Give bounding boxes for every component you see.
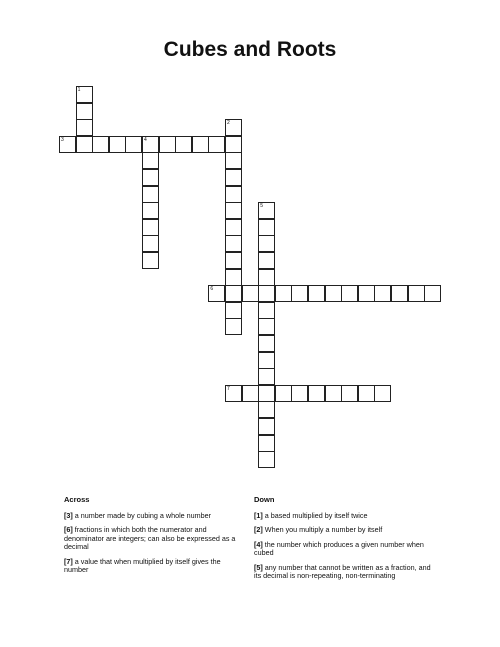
grid-cell[interactable] [225,235,242,252]
grid-cell[interactable] [258,269,275,286]
clue-number-label: 1 [77,87,81,93]
clue-number: [7] [64,556,73,566]
down-clues [254,512,434,586]
grid-cell[interactable] [258,451,275,468]
grid-cell[interactable] [408,285,425,302]
grid-cell[interactable] [175,136,192,153]
down-clue [254,541,434,558]
grid-cell[interactable] [258,435,275,452]
down-clue [254,526,434,534]
grid-cell[interactable] [424,285,441,302]
grid-cell[interactable] [258,401,275,418]
across-clue [64,512,244,520]
clue-number-label: 7 [227,385,230,392]
grid-cell[interactable] [358,385,375,402]
grid-cell[interactable] [341,285,358,302]
grid-cell[interactable] [159,136,176,153]
grid-cell[interactable] [225,318,242,335]
grid-cell[interactable] [225,186,242,203]
clue-number-label: 4 [144,136,147,143]
clue-text: When you multiply a number by itself [264,525,383,535]
grid-cell[interactable] [325,385,342,402]
clue-text: fractions in which both the numerator and denominator are integers; can also be expressed as a decimal [64,525,236,552]
grid-cell[interactable] [76,136,93,153]
clue-text: the number which produces a given number when cubed [254,539,424,558]
down-clue [254,512,434,520]
grid-cell[interactable] [391,285,408,302]
grid-cell[interactable] [225,269,242,286]
grid-cell[interactable] [258,302,275,319]
puzzle-title: Cubes and Roots [163,38,337,61]
grid-cell[interactable] [192,136,209,153]
grid-cell[interactable] [76,119,93,136]
clue-text: a value that when multiplied by itself gives the number [64,556,221,575]
grid-cell[interactable] [258,385,275,402]
grid-cell[interactable] [225,285,242,302]
grid-cell[interactable] [308,285,325,302]
clue-number: [2] [254,525,263,535]
grid-cell[interactable] [258,368,275,385]
clue-number-label: 2 [227,120,230,127]
across-clue [64,558,244,575]
grid-cell[interactable] [225,169,242,186]
grid-cell[interactable] [225,136,242,153]
grid-cell[interactable] [92,136,109,153]
grid-cell[interactable] [208,136,225,153]
grid-cell[interactable] [291,285,308,302]
grid-cell[interactable] [142,169,159,186]
grid-cell[interactable] [308,385,325,402]
clue-number-label: 3 [61,136,64,143]
grid-cell[interactable] [258,318,275,335]
grid-cell[interactable] [242,285,259,302]
across-clues [64,512,244,580]
grid-cell[interactable] [142,152,159,169]
grid-cell[interactable] [258,352,275,369]
grid-cell[interactable] [109,136,126,153]
down-clue [254,564,434,581]
clue-number: [3] [64,511,73,520]
clue-text: a number made by cubing a whole number [74,511,212,520]
grid-cell[interactable] [258,252,275,269]
grid-cell[interactable] [258,219,275,236]
grid-cell[interactable] [275,385,292,402]
clue-number: [5] [254,562,263,572]
clue-number: [6] [64,525,73,535]
grid-cell[interactable] [225,152,242,169]
grid-cell[interactable] [374,285,391,302]
clue-number-label: 5 [260,203,263,210]
grid-cell[interactable] [242,385,259,402]
grid-cell[interactable] [142,252,159,269]
grid-cell[interactable] [258,418,275,435]
grid-cell[interactable] [76,103,93,120]
grid-cell[interactable] [225,302,242,319]
grid-cell[interactable] [258,285,275,302]
grid-cell[interactable] [142,219,159,236]
grid-cell[interactable] [258,335,275,352]
clue-number-label: 6 [210,286,214,293]
grid-cell[interactable] [374,385,391,402]
across-heading: Across [64,495,90,504]
grid-cell[interactable] [142,235,159,252]
grid-cell[interactable] [225,202,242,219]
grid-cell[interactable] [125,136,142,153]
grid-cell[interactable] [325,285,342,302]
across-clue [64,526,244,551]
grid-cell[interactable] [341,385,358,402]
grid-cell[interactable] [142,186,159,203]
grid-cell[interactable] [258,235,275,252]
grid-cell[interactable] [275,285,292,302]
clue-text: a based multiplied by itself twice [264,511,368,520]
clue-text: any number that cannot be written as a fraction, and its decimal is non-repeating, non-terminating [254,562,431,581]
clue-number: [1] [254,511,263,520]
down-heading: Down [254,495,275,504]
grid-cell[interactable] [142,202,159,219]
grid-cell[interactable] [225,219,242,236]
grid-cell[interactable] [291,385,308,402]
grid-cell[interactable] [358,285,375,302]
clue-number: [4] [254,539,263,549]
grid-cell[interactable] [225,252,242,269]
